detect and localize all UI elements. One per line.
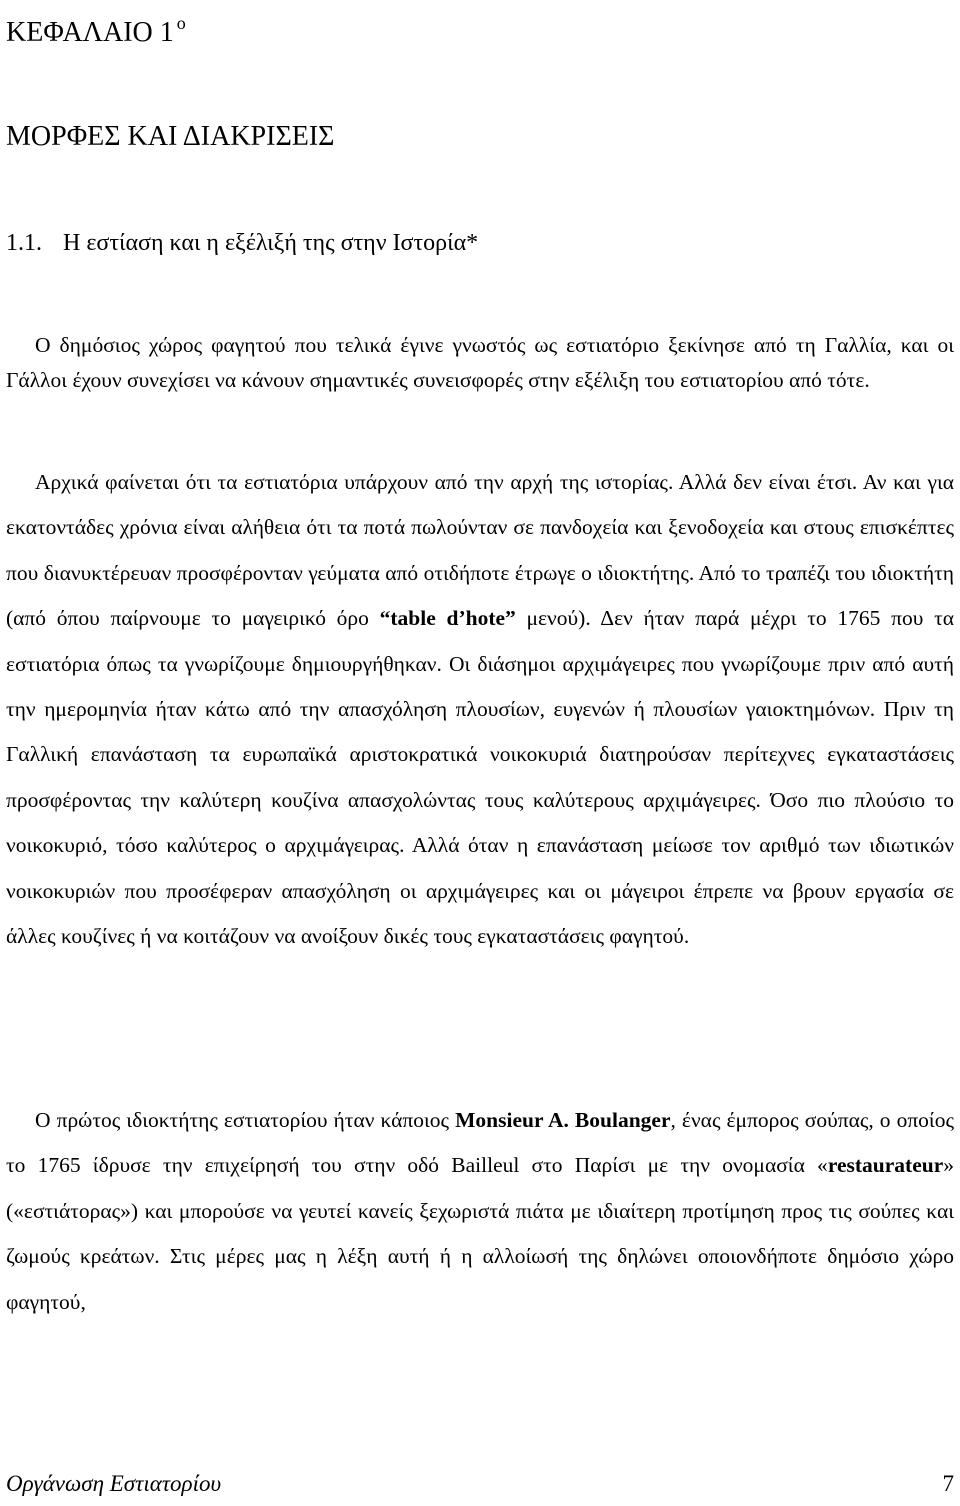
paragraph-3-part-c: » («εστιάτορας») και μπορούσε να γευτεί κανείς ξεχωριστά πιάτα με ιδιαίτερη προτίμηση προς τις σούπες και ζωμούς κρεάτων. Στις μέρες μας η λέξη αυτή ή η αλλοίωσή της δηλώνει οποιονδήποτε δημόσιο χώρο φαγητού, xyxy=(6,1153,954,1314)
paragraph-2-text xyxy=(6,460,954,959)
paragraph-1-text: Ο δημόσιος χώρος φαγητού που τελικά έγινε γνωστός ως εστιατόριο ξεκίνησε από τη Γαλλία, και οι Γάλλοι έχουν συνεχίσει να κάνουν σημαντικές συνεισφορές στην εξέλιξη του εστιατορίου από τότε. xyxy=(6,333,954,392)
paragraph-2-part-b: μενού). Δεν ήταν παρά μέχρι το 1765 που τα εστιατόρια όπως τα γνωρίζουμε δημιουργήθηκαν. Οι διάσημοι αρχιμάγειρες που γνωρίζουμε πριν από αυτή την ημερομηνία ήταν κάτω από την απασχόληση πλουσίων, ευγενών ή πλουσίων γαιοκτημόνων. Πριν τη Γαλλική επανάσταση τα ευρωπαϊκά αριστοκρατικά νοικοκυριά διατηρούσαν περίτεχνες εγκαταστάσεις προσφέροντας την καλύτερη κουζίνα απασχολώντας τους καλύτερους αρχιμάγειρες. Όσο πιο πλούσιο το νοικοκυριό, τόσο καλύτερος ο αρχιμάγειρας. Αλλά όταν η επανάσταση μείωσε τον αριθμό των ιδιωτικών νοικοκυριών που προσέφεραν απασχόληση οι αρχιμάγειρες και οι μάγειροι έπρεπε να βρουν εργασία σε άλλες κουζίνες ή να κοιτάζουν να ανοίξουν δικές τους εγκαταστάσεις φαγητού. xyxy=(6,606,954,949)
term-restaurateur: restaurateur xyxy=(827,1153,944,1178)
chapter-title-text: ΚΕΦΑΛΑΙΟ 1 xyxy=(6,17,174,48)
paragraph-1 xyxy=(6,328,954,397)
subsection-title: Η εστίαση και η εξέλιξή της στην Ιστορία* xyxy=(63,230,479,256)
paragraph-3-part-b: , ένας έμπορος σούπας, ο οποίος το 1765 ίδρυσε την επιχείρησή του στην οδό Bailleul στο Παρίσι με την ονομασία « xyxy=(6,1108,954,1178)
chapter-title-superscript: ο xyxy=(176,13,186,33)
paragraph-3 xyxy=(6,1098,954,1325)
page-footer xyxy=(6,1470,954,1500)
footer-title: Οργάνωση Εστιατορίου xyxy=(6,1471,222,1496)
term-table-d-hote: “table d’hote” xyxy=(379,606,516,631)
paragraph-2 xyxy=(6,460,954,959)
paragraph-2-part-a: Αρχικά φαίνεται ότι τα εστιατόρια υπάρχουν από την αρχή της ιστορίας. Αλλά δεν είναι έτσι. Αν και για εκατοντάδες χρόνια είναι αλήθεια ότι τα ποτά πωλούνταν σε πανδοχεία και ξενοδοχεία και στους επισκέπτες που διανυκτέρευαν προσφέρονταν γεύματα από οτιδήποτε έτρωγε ο ιδιοκτήτης. Από το τραπέζι του ιδιοκτήτη (από όπου παίρνουμε το μαγειρικό όρο xyxy=(6,470,954,631)
section-title: ΜΟΡΦΕΣ ΚΑΙ ΔΙΑΚΡΙΣΕΙΣ xyxy=(6,121,335,152)
page-number: 7 xyxy=(942,1471,954,1496)
subsection-heading xyxy=(6,228,478,258)
name-monsieur-boulanger: Monsieur A. Boulanger xyxy=(455,1108,671,1132)
chapter-title xyxy=(6,6,186,50)
paragraph-3-part-a: Ο πρώτος ιδιοκτήτης εστιατορίου ήταν κάποιος xyxy=(35,1108,456,1132)
paragraph-3-text xyxy=(6,1098,954,1325)
subsection-number: 1.1. xyxy=(6,230,42,256)
